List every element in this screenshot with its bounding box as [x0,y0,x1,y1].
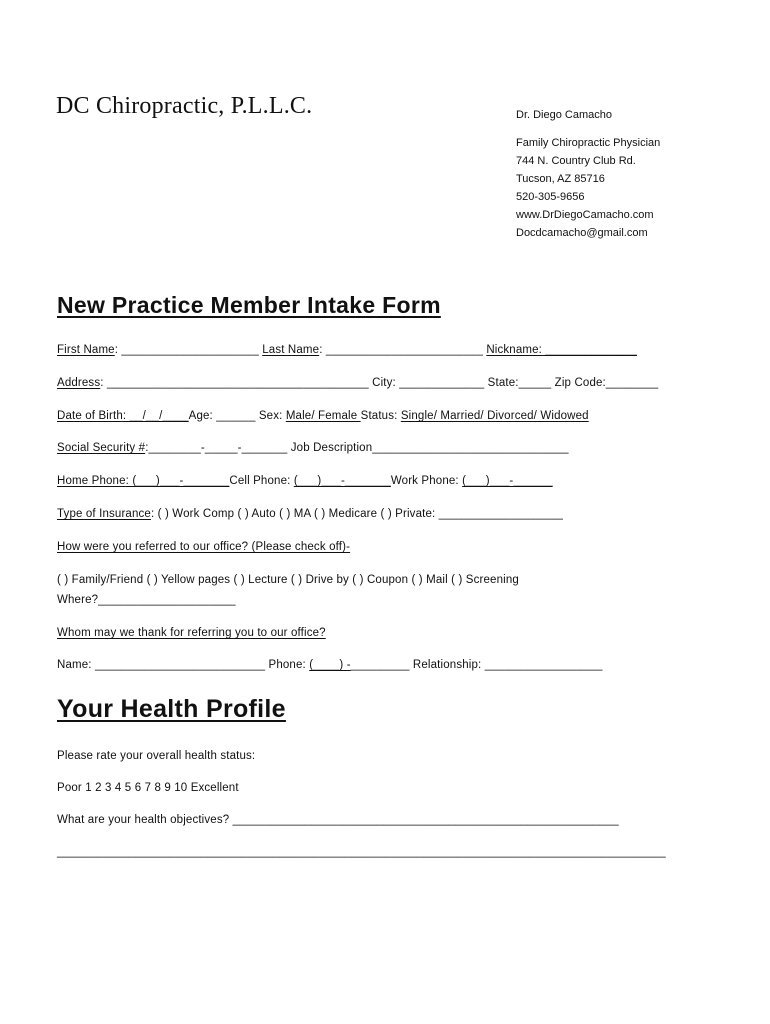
age-sex-field[interactable]: Age: ______ Sex: [188,410,286,422]
city-state-zip: Tucson, AZ 85716 [516,173,605,185]
referral-question: How were you referred to our office? (Please check off)- [57,541,351,553]
health-objectives-field[interactable]: What are your health objectives? ___________________________________________________________ [57,814,619,826]
first-name-field[interactable]: : _____________________ [114,344,263,356]
email-link[interactable]: Docdcamacho@gmail.com [516,227,648,239]
last-name-label: Last Name [262,344,320,356]
status-options[interactable]: Single/ Married/ Divorced/ Widowed [400,410,589,422]
referral-where-field[interactable]: Where?_____________________ [57,594,236,606]
dob-field[interactable]: : __/__/____ [122,410,189,422]
birth-row [57,410,589,422]
address-row [57,377,658,389]
health-profile-title: Your Health Profile [57,695,286,723]
contact-block [516,106,660,242]
phones-row [57,475,553,487]
doctor-name: Dr. Diego Camacho [516,109,612,121]
practice-name: DC Chiropractic, P.L.L.C. [56,93,313,119]
insurance-label: Type of Insurance [57,508,151,520]
dob-label: Date of Birth [57,410,123,422]
health-rating-scale[interactable]: Poor 1 2 3 4 5 6 7 8 9 10 Excellent [57,782,239,794]
cell-phone-label: Cell Phone: [229,475,294,487]
phone-number: 520-305-9656 [516,191,585,203]
referrer-phone-field[interactable]: (____) - [309,659,351,671]
address-city-state-zip-field[interactable]: : ________________________________________ City: _____________ State:_____ Zip Code:________ [100,377,659,389]
intake-form-title: New Practice Member Intake Form [57,292,441,318]
cell-phone-field[interactable]: (___)___-_______ [293,475,391,487]
home-phone-field[interactable]: : (___)___-_______ [125,475,230,487]
insurance-row [57,508,563,520]
ssn-job-field[interactable]: :________-_____-_______ Job Description______________________________ [145,442,569,454]
nickname-field[interactable]: Nickname: ______________ [486,344,638,356]
work-phone-label: Work Phone: [390,475,463,487]
referrer-row [57,659,603,671]
status-label: Status: [360,410,401,422]
referrer-name-field[interactable]: Name: __________________________ Phone: [57,659,310,671]
health-rate-prompt: Please rate your overall health status: [57,750,256,762]
sex-options[interactable]: Male/ Female [285,410,361,422]
first-name-label: First Name [57,344,115,356]
referral-options[interactable]: ( ) Family/Friend ( ) Yellow pages ( ) Lecture ( ) Drive by ( ) Coupon ( ) Mail ( ) Screening [57,574,519,586]
health-objectives-extra-line[interactable]: _____________________________________________________________________________________________ [57,846,666,858]
insurance-options[interactable]: : ( ) Work Comp ( ) Auto ( ) MA ( ) Medicare ( ) Private: ___________________ [150,508,564,520]
ssn-row [57,442,569,454]
address-label: Address [57,377,101,389]
street-address: 744 N. Country Club Rd. [516,155,636,167]
last-name-field[interactable]: : ________________________ [319,344,487,356]
ssn-label: Social Security # [57,442,146,454]
website-link[interactable]: www.DrDiegoCamacho.com [516,209,654,221]
thank-question: Whom may we thank for referring you to our office? [57,627,326,639]
name-row [57,344,637,356]
doctor-title: Family Chiropractic Physician [516,137,661,149]
home-phone-label: Home Phone [57,475,126,487]
referrer-relationship-field[interactable]: _________ Relationship: __________________ [350,659,603,671]
work-phone-field[interactable]: (___)___-______ [462,475,553,487]
